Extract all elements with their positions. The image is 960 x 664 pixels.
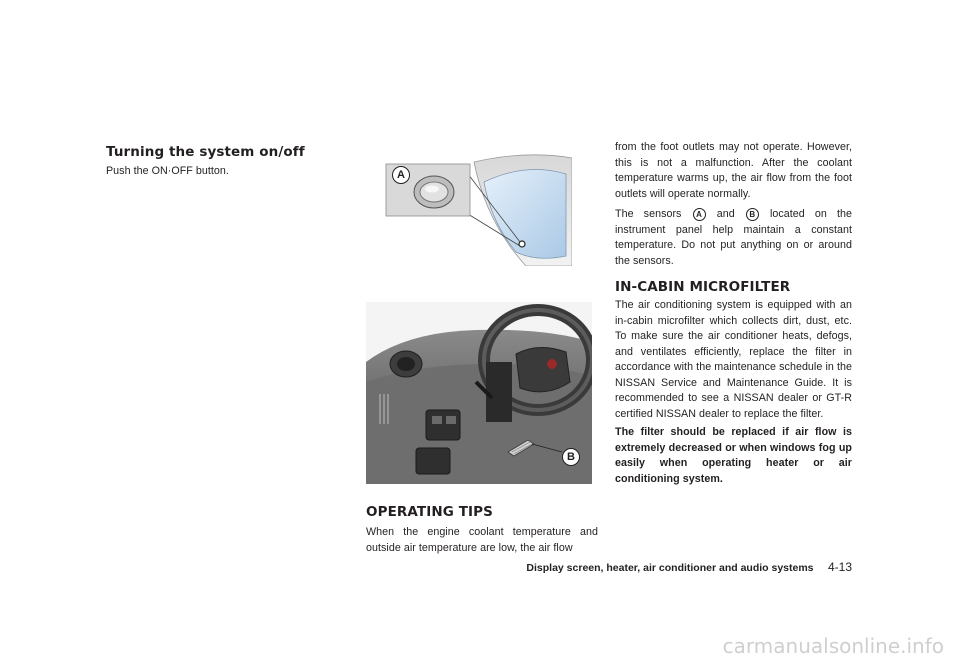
right-column <box>615 140 852 487</box>
sensor-b-callout: B <box>562 448 580 466</box>
sensor-a-callout: A <box>392 166 410 184</box>
sensor-a-marker: A <box>693 208 706 221</box>
sensors-text-end: located on the instrument panel help maintain a constant temperature. Do not put anything on or around the sensors. <box>615 208 852 267</box>
watermark: carmanualsonline.info <box>722 634 944 658</box>
footer-page-number: 4-13 <box>827 560 852 574</box>
figure-sensor-a <box>366 152 572 266</box>
operating-tips-text: When the engine coolant temperature and outside air temperature are low, the air flow <box>366 526 598 554</box>
sensors-text-start: The sensors <box>615 208 682 220</box>
sensors-paragraph <box>615 207 852 269</box>
section-heading-operating-tips: OPERATING TIPS <box>366 504 493 520</box>
filter-warning: The filter should be replaced if air flow is extremely decreased or when windows fog up easily when operating heater or air conditioning system. <box>615 426 852 485</box>
footer-chapter-title: Display screen, heater, air conditioner and audio systems <box>526 562 814 574</box>
figure-sensor-b <box>366 302 592 484</box>
foot-outlets-paragraph: from the foot outlets may not operate. However, this is not a malfunction. After the coolant temperature warms up, the air flow from the foot outlets will operate normally. <box>615 141 852 200</box>
sensors-text-and: and <box>716 208 735 220</box>
sensor-b-marker: B <box>746 208 759 221</box>
instrument-panel-illustration <box>366 302 592 484</box>
page-footer <box>526 558 852 576</box>
operating-tips-section <box>366 504 598 556</box>
section-heading-on-off: Turning the system on/off <box>106 144 305 160</box>
section-heading-microfilter: IN-CABIN MICROFILTER <box>615 279 791 295</box>
left-column <box>106 144 346 180</box>
on-off-instruction: Push the ON·OFF button. <box>106 165 229 177</box>
microfilter-paragraph: The air conditioning system is equipped with an in-cabin microfilter which collects dirt, dust, etc. To make sure the air conditioner heats, defogs, and ventilates efficiently, replace the filter in accordance with the maintenance schedule in the NISSAN Service and Maintenance Guide. It is recommended to see a NISSAN dealer or GT-R certified NISSAN dealer to replace the filter. <box>615 299 852 420</box>
